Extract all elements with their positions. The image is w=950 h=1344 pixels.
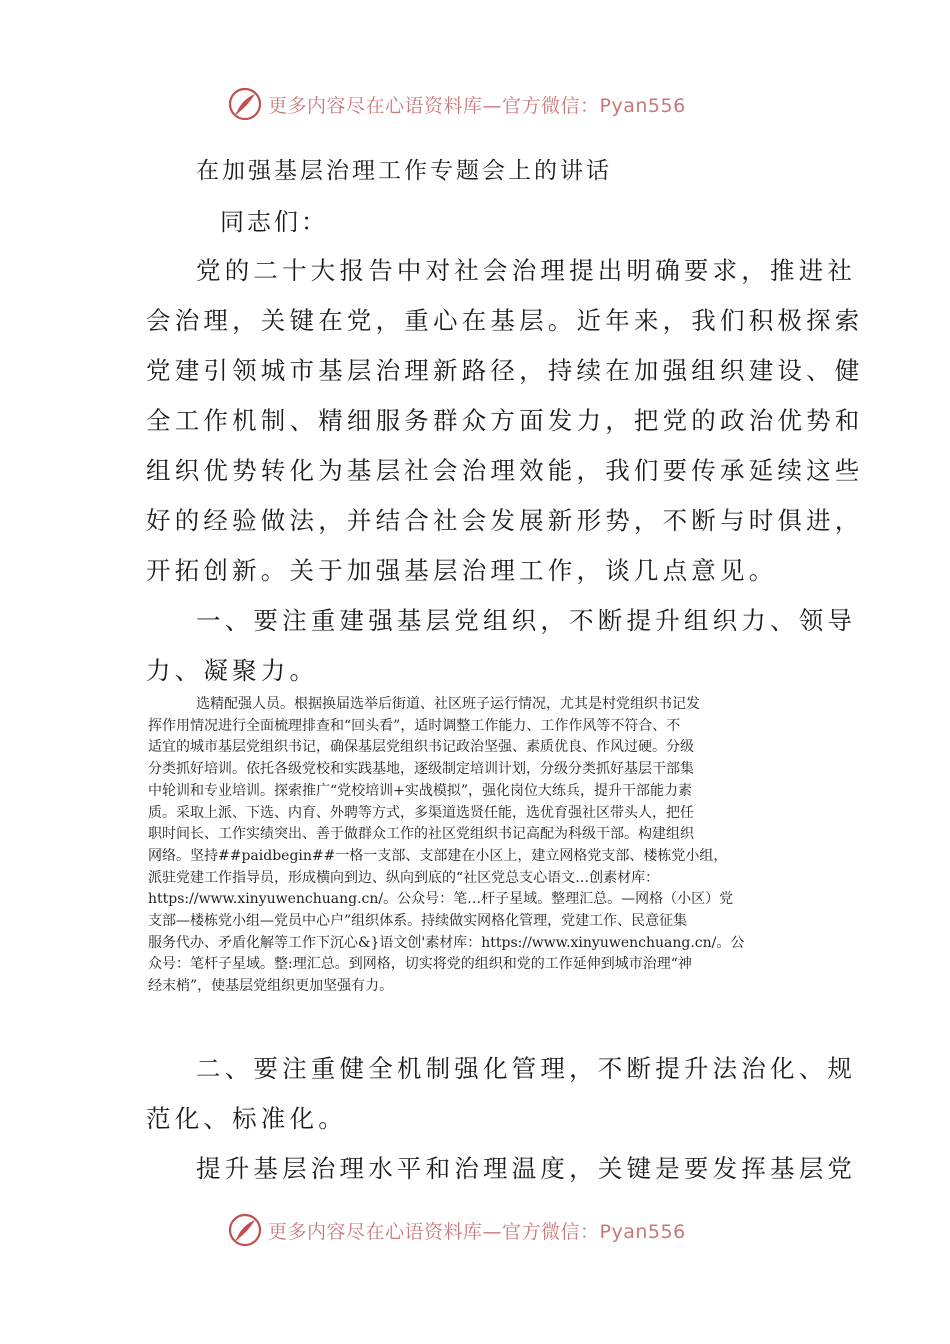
body-line: 服务代办、矛盾化解等工作下沉心&}语文创'素材库：https://www.xinyuwenchuang.cn/。公 xyxy=(148,934,745,951)
body-line: 支部—楼栋党小组—党员中心户”组织体系。持续做实网格化管理，党建工作、民意征集 xyxy=(148,913,688,930)
paragraph-line: 提升基层治理水平和治理温度，关键是要发挥基层党 xyxy=(196,1154,857,1183)
banner-text: 更多内容尽在心语资料库—官方微信：Pyan556 xyxy=(268,94,686,117)
section-heading-2: 二、要注重健全机制强化管理，不断提升法治化、规 xyxy=(196,1054,857,1083)
paragraph-line: 好的经验做法，并结合社会发展新形势，不断与时俱进， xyxy=(146,506,864,535)
banner-text: 更多内容尽在心语资料库—官方微信：Pyan556 xyxy=(268,1220,686,1243)
body-line: 选精配强人员。根据换届选举后街道、社区班子运行情况，尤其是村党组织书记发 xyxy=(196,696,700,712)
body-line: 挥作用情况进行全面梳理排查和“回头看”，适时调整工作能力、工作作风等不符合、不 xyxy=(148,717,681,734)
paragraph-line: 会治理，关键在党，重心在基层。近年来，我们积极探索 xyxy=(146,306,864,335)
footer-banner xyxy=(228,1210,748,1250)
body-line: 众号：笔杆子星域。整:理汇总。到网格，切实将党的组织和党的工作延伸到城市治理“神 xyxy=(148,956,692,973)
body-line: 派驻党建工作指导员，形成横向到边、纵向到底的“社区党总支心语文…创素材库： xyxy=(148,869,660,886)
section-heading-2-cont: 范化、标准化。 xyxy=(146,1104,347,1133)
body-line: 分类抓好培训。依托各级党校和实践基地，逐级制定培训计划，分级分类抓好基层干部集 xyxy=(148,761,694,778)
section-1-body xyxy=(148,694,808,998)
paragraph-line: 组织优势转化为基层社会治理效能，我们要传承延续这些 xyxy=(146,456,864,485)
body-line: 质。采取上派、下选、内育、外聘等方式，多渠道选贤任能，选优育强社区带头人，把任 xyxy=(148,804,694,821)
paragraph-line: 全工作机制、精细服务群众方面发力，把党的政治优势和 xyxy=(146,406,864,435)
body-line: 中轮训和专业培训。探索推广“党校培训+实战模拟”，强化岗位大练兵，提升干部能力素 xyxy=(148,782,693,799)
body-line: 经末梢”，使基层党组织更加坚强有力。 xyxy=(148,978,394,995)
pen-leaf-icon xyxy=(228,1213,262,1247)
paragraph-line: 党的二十大报告中对社会治理提出明确要求，推进社 xyxy=(196,256,857,285)
document-title: 在加强基层治理工作专题会上的讲话 xyxy=(196,158,612,184)
paragraph-line: 开拓创新。关于加强基层治理工作，谈几点意见。 xyxy=(146,556,778,585)
section-heading-1-cont: 力、凝聚力。 xyxy=(146,656,319,685)
section-heading-1: 一、要注重建强基层党组织，不断提升组织力、领导 xyxy=(196,606,857,635)
body-line: https://www.xinyuwenchuang.cn/。公众号：笔…杆子星域。整理汇总。—网格（小区）党 xyxy=(148,891,734,908)
body-line: 职时间长、工作实绩突出、善于做群众工作的社区党组织书记高配为科级干部。构建组织 xyxy=(148,826,694,843)
pen-leaf-icon xyxy=(228,87,262,121)
paragraph-line: 党建引领城市基层治理新路径，持续在加强组织建设、健 xyxy=(146,356,864,385)
greeting: 同志们： xyxy=(220,208,328,236)
header-banner xyxy=(228,84,748,124)
body-line: 适宜的城市基层党组织书记，确保基层党组织书记政治坚强、素质优良、作风过硬。分级 xyxy=(148,739,694,756)
body-line: 网络。坚持##paidbegin##一格一支部、支部建在小区上，建立网格党支部、楼栋党小组， xyxy=(148,847,728,864)
